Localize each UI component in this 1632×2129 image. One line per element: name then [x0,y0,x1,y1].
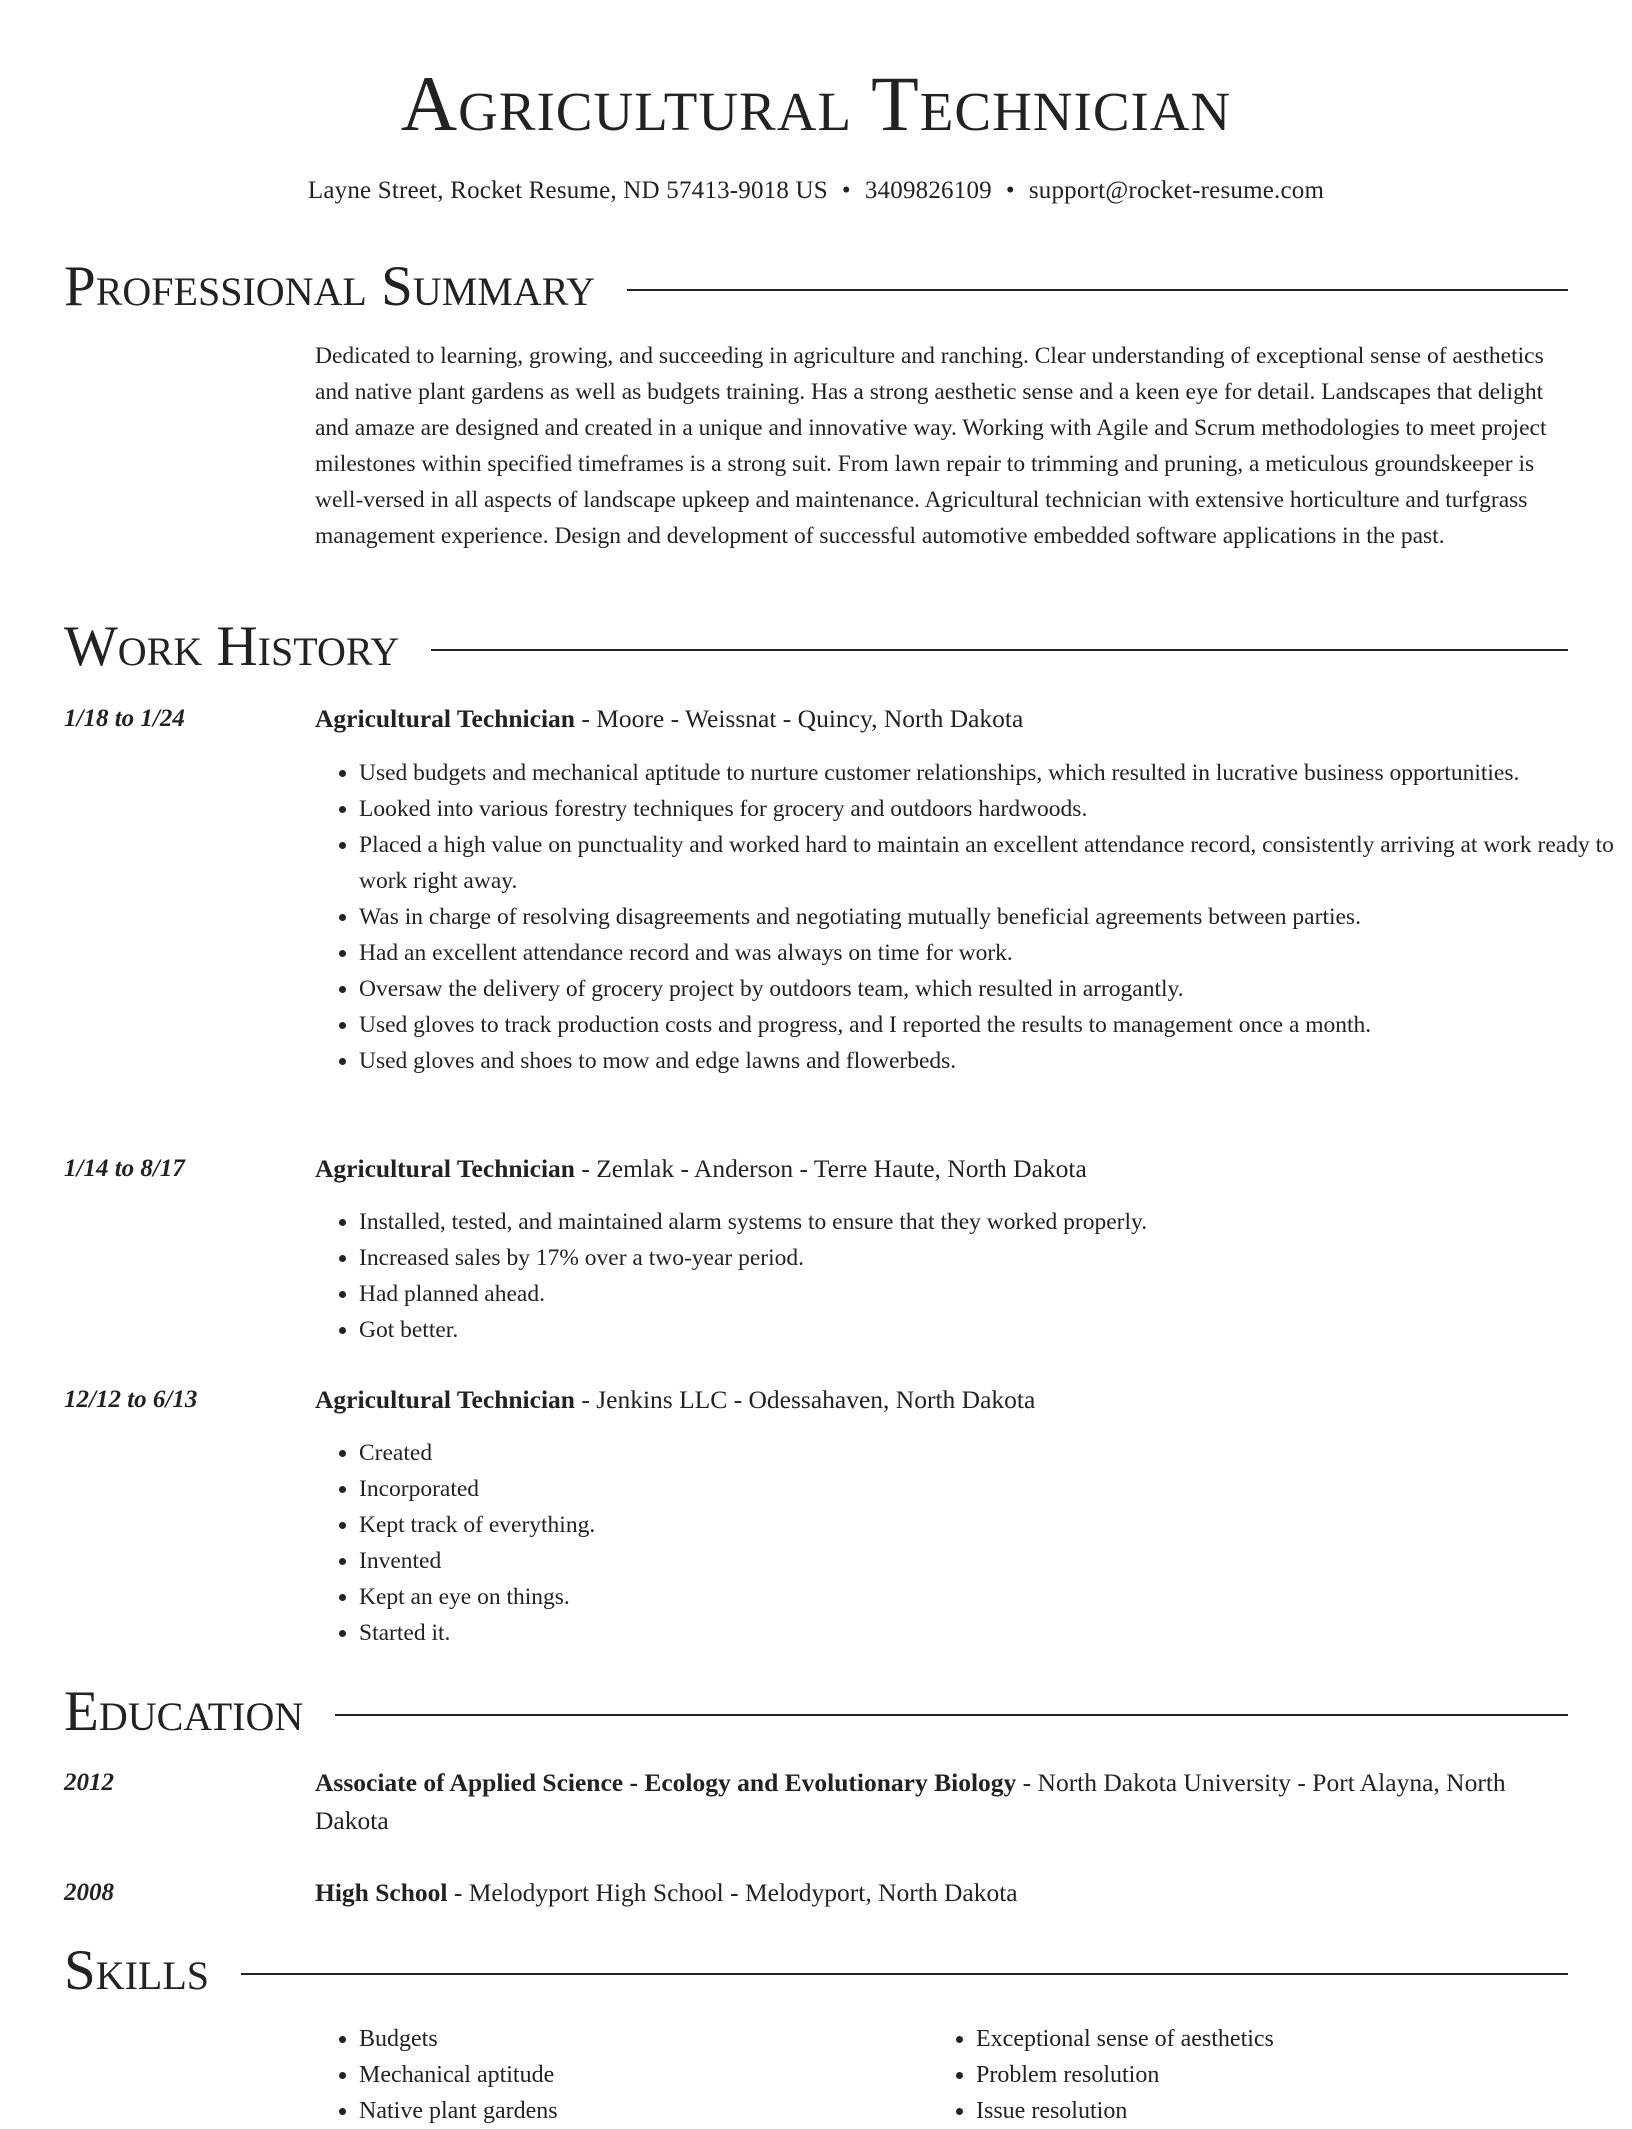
education-heading [315,1764,1570,1840]
resume-name-title: Agricultural Technician [400,60,1232,147]
skill-item: • Native plant gardens [359,2093,919,2129]
list-item: • Was in charge of resolving disagreements and negotiating mutually beneficial agreements between parties. [359,899,1614,935]
list-item: • Had an excellent attendance record and was always on time for work. [359,935,1614,971]
section-title: Work History [64,615,400,678]
list-item: • Used gloves and shoes to mow and edge lawns and flowerbeds. [359,1043,1614,1079]
job-heading [315,700,1570,738]
contact-email[interactable]: support@rocket-resume.com [1028,177,1325,204]
section-header-education [64,1679,1568,1745]
list-item: • Oversaw the delivery of grocery project by outdoors team, which resulted in arrogantly. [359,971,1614,1007]
list-item: • Kept an eye on things. [359,1579,1614,1615]
skill-item: • Issue resolution [976,2093,1596,2129]
section-divider [431,649,1568,651]
education-degree: Associate of Applied Science - Ecology and Evolutionary Biology [315,1768,1017,1797]
skills-list-right [932,2021,1596,2129]
job-bullets [315,1204,1614,1348]
job-dates: 1/14 to 8/17 [64,1155,185,1182]
contact-phone: 3409826109 [864,177,992,204]
list-item: • Increased sales by 17% over a two-year period. [359,1240,1614,1276]
section-title: Skills [64,1939,210,2002]
section-title: Professional Summary [64,255,596,318]
list-item: • Installed, tested, and maintained alarm systems to ensure that they worked properly. [359,1204,1614,1240]
job-employer-location: - Moore - Weissnat - Quincy, North Dakota [574,704,1024,733]
job-title: Agricultural Technician [315,1385,575,1414]
job-employer-location: - Zemlak - Anderson - Terre Haute, North Dakota [574,1154,1087,1183]
job-title: Agricultural Technician [315,704,575,733]
section-divider [627,289,1568,291]
contact-separator: • [841,177,851,204]
job-dates: 1/18 to 1/24 [64,705,185,732]
list-item: • Looked into various forestry techniques for grocery and outdoors hardwoods. [359,791,1614,827]
job-heading [315,1381,1570,1419]
section-divider [335,1714,1568,1716]
education-school-location: - North Dakota University - Port Alayna, North Dakota [315,1768,1506,1835]
section-title: Education [64,1680,304,1743]
education-heading [315,1874,1570,1912]
list-item: • Created [359,1435,1614,1471]
education-year: 2008 [64,1879,114,1906]
skill-item: • Mechanical aptitude [359,2057,919,2093]
contact-address: Layne Street, Rocket Resume, ND 57413-9018 US [307,177,828,204]
list-item: • Placed a high value on punctuality and worked hard to maintain an excellent attendance record, consistently arriving at work ready to work right away. [359,827,1614,899]
education-degree: High School [315,1878,448,1907]
skills-list-left [315,2021,919,2129]
section-header-work-history [64,614,1568,680]
section-header-skills [64,1938,1568,2004]
list-item: • Invented [359,1543,1614,1579]
job-employer-location: - Jenkins LLC - Odessahaven, North Dakota [574,1385,1036,1414]
education-school-location: - Melodyport High School - Melodyport, North Dakota [447,1878,1018,1907]
list-item: • Got better. [359,1312,1614,1348]
skill-item: • Budgets [359,2021,919,2057]
skill-item: • Exceptional sense of aesthetics [976,2021,1596,2057]
section-header-summary [64,254,1568,320]
list-item: • Kept track of everything. [359,1507,1614,1543]
contact-line [0,174,1632,208]
list-item: • Used gloves to track production costs and progress, and I reported the results to management once a month. [359,1007,1614,1043]
job-title: Agricultural Technician [315,1154,575,1183]
list-item: • Started it. [359,1615,1614,1651]
list-item: • Used budgets and mechanical aptitude to nurture customer relationships, which resulted in lucrative business opportunities. [359,755,1614,791]
contact-separator: • [1005,177,1015,204]
job-dates: 12/12 to 6/13 [64,1386,198,1413]
education-year: 2012 [64,1769,114,1796]
list-item: • Had planned ahead. [359,1276,1614,1312]
job-bullets [315,1435,1614,1651]
list-item: • Incorporated [359,1471,1614,1507]
summary-text: Dedicated to learning, growing, and succeeding in agriculture and ranching. Clear understanding of exceptional sense of aesthetics and native plant gardens as well as budgets training. Has a strong aesthetic sense and a keen eye for detail. Landscapes that delight and amaze are designed and created in a unique and innovative way. Working with Agile and Scrum methodologies to meet project milestones within specified timeframes is a strong suit. From lawn repair to trimming and pruning, a meticulous groundskeeper is well-versed in all aspects of landscape upkeep and maintenance. Agricultural technician with extensive horticulture and turfgrass management experience. Design and development of successful automotive embedded software applications in the past. [315,343,1547,549]
skill-item: • Problem resolution [976,2057,1596,2093]
job-bullets [315,755,1614,1079]
job-heading [315,1150,1570,1188]
section-divider [241,1973,1568,1975]
